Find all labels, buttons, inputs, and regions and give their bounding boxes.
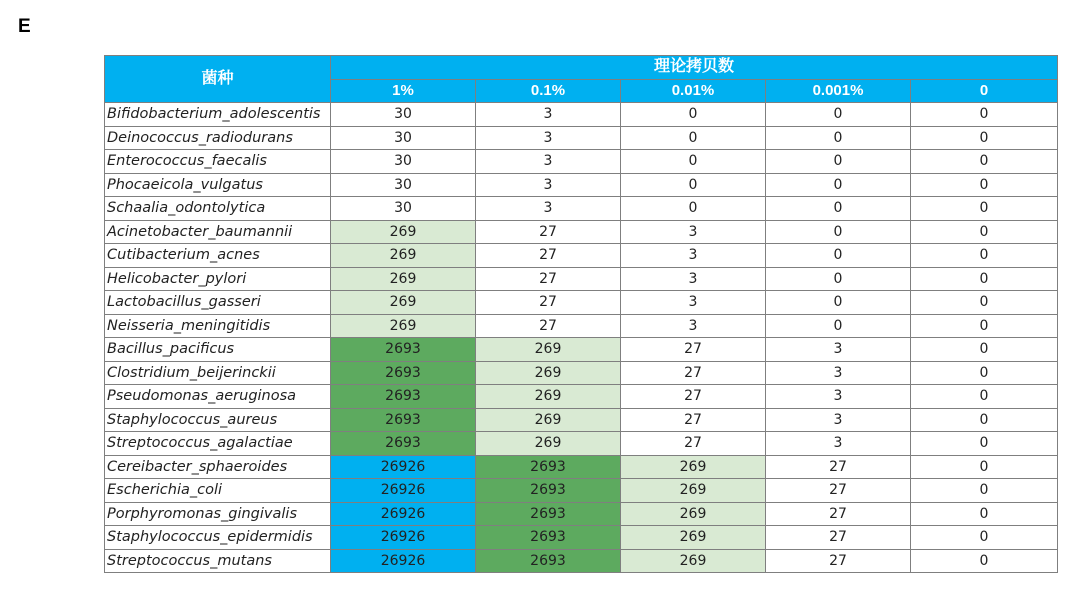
table-row [105,197,1058,221]
copy-number-cell: 0 [911,361,1058,385]
copy-number-cell: 0 [911,314,1058,338]
copy-number-cell: 3 [621,267,766,291]
copy-number-cell: 269 [621,455,766,479]
copy-number-cell: 27 [476,314,621,338]
copy-number-cell: 3 [621,220,766,244]
species-name-cell: Neisseria_meningitidis [105,314,331,338]
copy-number-cell: 0 [621,197,766,221]
copy-number-cell: 3 [766,338,911,362]
copy-number-cell: 3 [476,150,621,174]
species-name-cell: Porphyromonas_gingivalis [105,502,331,526]
species-name-cell: Bifidobacterium_adolescentis [105,103,331,127]
copy-number-cell: 30 [331,150,476,174]
copy-number-cell: 0 [911,150,1058,174]
copy-number-cell: 0 [766,103,911,127]
species-name-cell: Acinetobacter_baumannii [105,220,331,244]
copy-number-cell: 2693 [476,455,621,479]
copy-number-cell: 26926 [331,455,476,479]
species-column-header: 菌种 [105,56,331,103]
copy-number-cell: 3 [476,103,621,127]
copy-number-cell: 26926 [331,502,476,526]
copy-number-cell: 0 [621,103,766,127]
species-name-cell: Deinococcus_radiodurans [105,126,331,150]
copy-number-cell: 0 [911,103,1058,127]
copy-number-cell: 30 [331,173,476,197]
copy-number-cell: 2693 [476,502,621,526]
copy-number-cell: 0 [766,197,911,221]
copy-number-cell: 0 [911,455,1058,479]
copy-number-cell: 0 [911,267,1058,291]
copy-number-cell: 0 [766,314,911,338]
copy-number-cell: 269 [476,338,621,362]
column-header-0-01pct: 0.01% [621,79,766,103]
table-row [105,479,1058,503]
table-row [105,385,1058,409]
copy-number-cell: 27 [476,291,621,315]
copy-number-cell: 0 [911,479,1058,503]
copy-number-cell: 0 [911,432,1058,456]
copy-number-cell: 269 [331,220,476,244]
species-name-cell: Streptococcus_agalactiae [105,432,331,456]
copy-number-cell: 3 [621,314,766,338]
table-row [105,220,1058,244]
table-row [105,526,1058,550]
copy-number-cell: 27 [766,455,911,479]
copy-number-cell: 27 [476,267,621,291]
copy-number-cell: 0 [911,502,1058,526]
copy-number-cell: 269 [476,385,621,409]
species-name-cell: Enterococcus_faecalis [105,150,331,174]
copy-number-cell: 30 [331,103,476,127]
copy-number-cell: 269 [476,432,621,456]
copy-number-cell: 269 [621,502,766,526]
copy-number-cell: 0 [911,291,1058,315]
copy-number-cell: 0 [911,220,1058,244]
copy-number-cell: 269 [331,267,476,291]
table-row [105,549,1058,573]
copy-number-cell: 2693 [331,432,476,456]
copy-number-cell: 0 [911,126,1058,150]
copy-number-cell: 3 [766,361,911,385]
copy-number-cell: 27 [621,385,766,409]
table-row [105,126,1058,150]
table-row [105,361,1058,385]
copy-number-cell: 3 [621,244,766,268]
column-header-0-001pct: 0.001% [766,79,911,103]
copy-number-table [104,55,1058,573]
copy-number-cell: 0 [766,126,911,150]
copy-number-cell: 27 [621,432,766,456]
copy-number-cell: 269 [621,526,766,550]
copy-number-cell: 3 [766,408,911,432]
copy-number-cell: 0 [766,220,911,244]
copy-number-cell: 0 [621,173,766,197]
copy-number-cell: 26926 [331,526,476,550]
copy-number-cell: 26926 [331,549,476,573]
table-row [105,432,1058,456]
table-row [105,103,1058,127]
copy-number-group-header: 理论拷贝数 [331,56,1058,80]
copy-number-cell: 27 [621,408,766,432]
copy-number-cell: 2693 [476,549,621,573]
copy-number-cell: 2693 [331,385,476,409]
species-name-cell: Clostridium_beijerinckii [105,361,331,385]
copy-number-cell: 3 [621,291,766,315]
column-header-0: 0 [911,79,1058,103]
copy-number-cell: 0 [911,338,1058,362]
species-name-cell: Staphylococcus_epidermidis [105,526,331,550]
column-header-1pct: 1% [331,79,476,103]
copy-number-cell: 2693 [476,526,621,550]
copy-number-cell: 0 [766,291,911,315]
copy-number-cell: 0 [911,173,1058,197]
copy-number-cell: 0 [766,173,911,197]
species-name-cell: Helicobacter_pylori [105,267,331,291]
table-row [105,455,1058,479]
species-name-cell: Bacillus_pacificus [105,338,331,362]
table-row [105,408,1058,432]
table-body [105,103,1058,573]
copy-number-cell: 0 [766,267,911,291]
copy-number-cell: 27 [766,549,911,573]
copy-number-cell: 2693 [331,408,476,432]
species-name-cell: Cutibacterium_acnes [105,244,331,268]
table-header [105,56,1058,103]
table-row [105,502,1058,526]
species-name-cell: Escherichia_coli [105,479,331,503]
copy-number-cell: 269 [476,408,621,432]
copy-number-cell: 269 [331,291,476,315]
copy-number-cell: 27 [766,502,911,526]
copy-number-cell: 26926 [331,479,476,503]
species-name-cell: Pseudomonas_aeruginosa [105,385,331,409]
species-name-cell: Schaalia_odontolytica [105,197,331,221]
copy-number-cell: 27 [621,338,766,362]
copy-number-cell: 3 [766,385,911,409]
table-row [105,173,1058,197]
copy-number-cell: 2693 [331,361,476,385]
table-row [105,267,1058,291]
copy-number-cell: 269 [331,244,476,268]
species-name-cell: Phocaeicola_vulgatus [105,173,331,197]
species-name-cell: Cereibacter_sphaeroides [105,455,331,479]
copy-number-cell: 30 [331,126,476,150]
copy-number-cell: 30 [331,197,476,221]
copy-number-cell: 2693 [331,338,476,362]
copy-number-cell: 3 [766,432,911,456]
copy-number-cell: 0 [621,126,766,150]
copy-number-cell: 0 [766,150,911,174]
copy-number-cell: 269 [621,479,766,503]
table-row [105,291,1058,315]
copy-number-cell: 2693 [476,479,621,503]
copy-number-cell: 3 [476,173,621,197]
copy-number-cell: 27 [476,244,621,268]
copy-number-cell: 0 [911,385,1058,409]
copy-number-cell: 27 [621,361,766,385]
table-row [105,338,1058,362]
copy-number-cell: 0 [911,526,1058,550]
species-name-cell: Staphylococcus_aureus [105,408,331,432]
copy-number-cell: 0 [766,244,911,268]
copy-number-cell: 0 [911,197,1058,221]
table-row [105,314,1058,338]
copy-number-cell: 269 [621,549,766,573]
copy-number-cell: 3 [476,197,621,221]
copy-number-cell: 27 [766,526,911,550]
copy-number-cell: 0 [911,408,1058,432]
table-row [105,244,1058,268]
column-header-0-1pct: 0.1% [476,79,621,103]
copy-number-cell: 0 [911,244,1058,268]
panel-label: E [18,16,31,37]
copy-number-cell: 27 [476,220,621,244]
copy-number-cell: 0 [621,150,766,174]
copy-number-cell: 0 [911,549,1058,573]
copy-number-cell: 269 [331,314,476,338]
species-name-cell: Streptococcus_mutans [105,549,331,573]
copy-number-cell: 27 [766,479,911,503]
copy-number-cell: 269 [476,361,621,385]
copy-number-cell: 3 [476,126,621,150]
table-row [105,150,1058,174]
species-name-cell: Lactobacillus_gasseri [105,291,331,315]
